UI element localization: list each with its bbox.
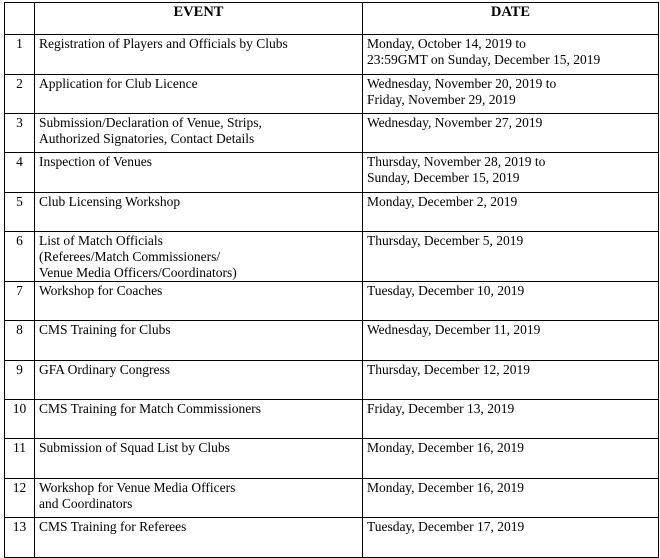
event-date: Monday, October 14, 2019 to 23:59GMT on Sunday, December 15, 2019 xyxy=(363,35,659,75)
event-name: Registration of Players and Officials by Clubs xyxy=(35,35,363,75)
event-name: Submission of Squad List by Clubs xyxy=(35,439,363,479)
table-row xyxy=(5,479,659,518)
row-number: 12 xyxy=(5,479,35,518)
event-name: CMS Training for Referees xyxy=(35,518,363,558)
event-date: Thursday, December 5, 2019 xyxy=(363,232,659,282)
row-number: 6 xyxy=(5,232,35,282)
row-number: 5 xyxy=(5,193,35,232)
event-date: Wednesday, November 20, 2019 to Friday, November 29, 2019 xyxy=(363,75,659,114)
event-name: CMS Training for Clubs xyxy=(35,321,363,361)
event-date: Monday, December 2, 2019 xyxy=(363,193,659,232)
row-number: 2 xyxy=(5,75,35,114)
table-row xyxy=(5,193,659,232)
table-header-row xyxy=(5,3,659,35)
header-event: EVENT xyxy=(35,3,363,35)
row-number: 1 xyxy=(5,35,35,75)
event-date: Tuesday, December 17, 2019 xyxy=(363,518,659,558)
event-name: Workshop for Venue Media Officers and Coordinators xyxy=(35,479,363,518)
event-name: GFA Ordinary Congress xyxy=(35,361,363,400)
event-name: Workshop for Coaches xyxy=(35,282,363,321)
event-date: Wednesday, December 11, 2019 xyxy=(363,321,659,361)
event-name: CMS Training for Match Commissioners xyxy=(35,400,363,439)
event-date: Thursday, December 12, 2019 xyxy=(363,361,659,400)
row-number: 4 xyxy=(5,153,35,193)
event-schedule-table xyxy=(4,2,659,558)
event-name: Inspection of Venues xyxy=(35,153,363,193)
row-number: 7 xyxy=(5,282,35,321)
event-date: Wednesday, November 27, 2019 xyxy=(363,114,659,153)
row-number: 10 xyxy=(5,400,35,439)
table-row xyxy=(5,232,659,282)
table-row xyxy=(5,282,659,321)
row-number: 11 xyxy=(5,439,35,479)
event-date: Thursday, November 28, 2019 to Sunday, December 15, 2019 xyxy=(363,153,659,193)
event-name: Submission/Declaration of Venue, Strips, Authorized Signatories, Contact Details xyxy=(35,114,363,153)
event-date: Friday, December 13, 2019 xyxy=(363,400,659,439)
table-row xyxy=(5,75,659,114)
row-number: 3 xyxy=(5,114,35,153)
row-number: 8 xyxy=(5,321,35,361)
table-row xyxy=(5,518,659,558)
table-row xyxy=(5,153,659,193)
header-date: DATE xyxy=(363,3,659,35)
table-row xyxy=(5,400,659,439)
event-name: List of Match Officials (Referees/Match Commissioners/ Venue Media Officers/Coordinators) xyxy=(35,232,363,282)
table-row xyxy=(5,439,659,479)
row-number: 9 xyxy=(5,361,35,400)
event-name: Club Licensing Workshop xyxy=(35,193,363,232)
table-row xyxy=(5,114,659,153)
event-date: Tuesday, December 10, 2019 xyxy=(363,282,659,321)
table-row xyxy=(5,35,659,75)
event-name: Application for Club Licence xyxy=(35,75,363,114)
event-date: Monday, December 16, 2019 xyxy=(363,479,659,518)
table-row xyxy=(5,321,659,361)
table-row xyxy=(5,361,659,400)
row-number: 13 xyxy=(5,518,35,558)
header-number xyxy=(5,3,35,35)
event-date: Monday, December 16, 2019 xyxy=(363,439,659,479)
